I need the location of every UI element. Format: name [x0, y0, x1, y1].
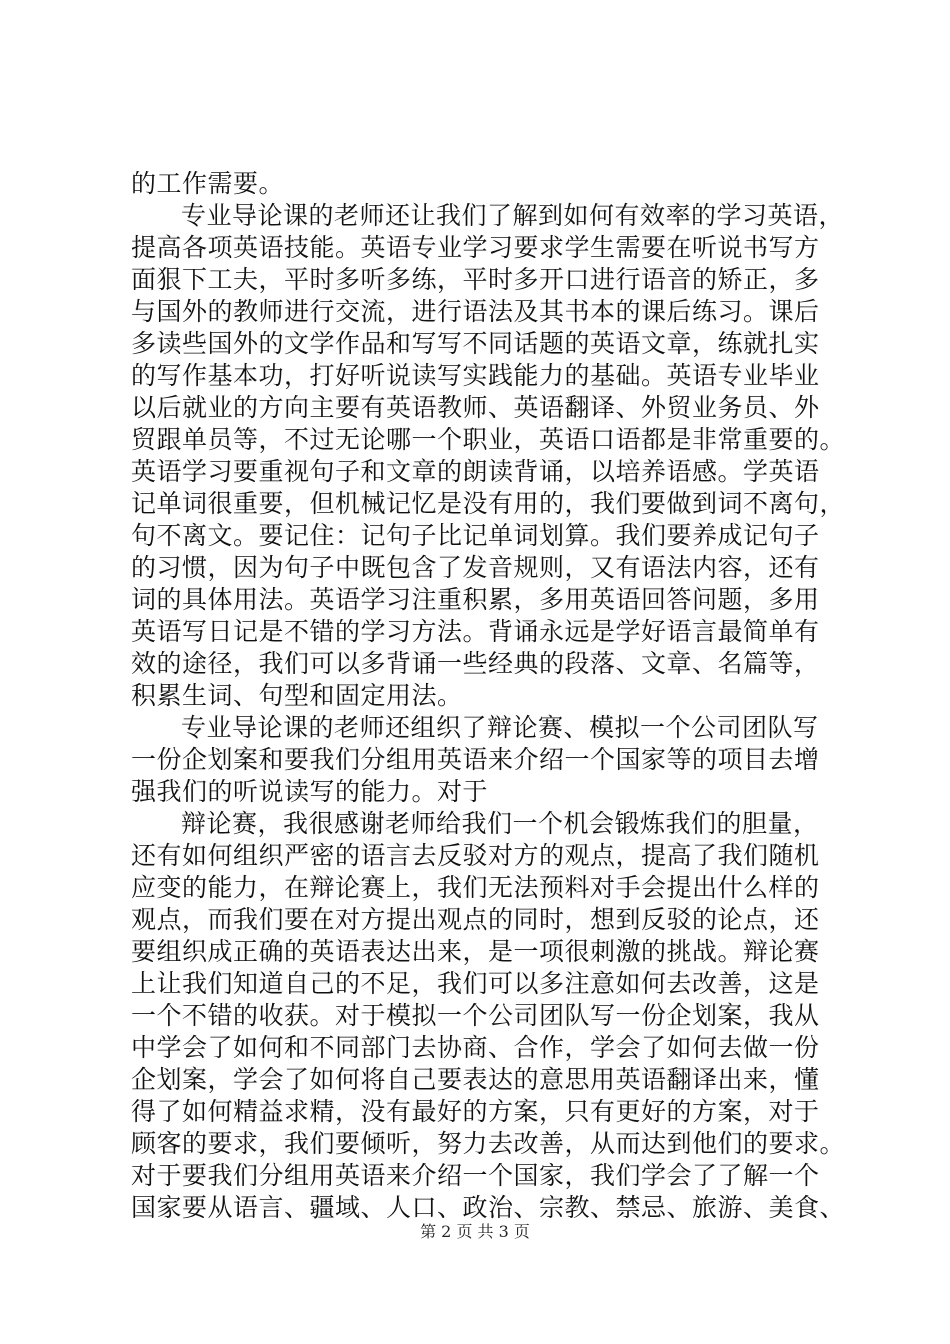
text-line: 专业导论课的老师还让我们了解到如何有效率的学习英语，: [181, 201, 845, 230]
text-line: 对于要我们分组用英语来介绍一个国家，我们学会了了解一个: [131, 1161, 820, 1190]
text-line: 的写作基本功，打好听说读写实践能力的基础。英语专业毕业: [131, 361, 820, 390]
text-line: 一个不错的收获。对于模拟一个公司团队写一份企划案，我从: [131, 1001, 820, 1030]
text-line: 要组织成正确的英语表达出来，是一项很刺激的挑战。辩论赛: [131, 937, 820, 966]
text-line: 句不离文。要记住：记句子比记单词划算。我们要养成记句子: [131, 521, 820, 550]
text-line: 词的具体用法。英语学习注重积累，多用英语回答问题，多用: [131, 585, 820, 614]
page-footer: 第 2 页 共 3 页: [420, 1222, 530, 1241]
text-line: 强我们的听说读写的能力。对于: [131, 777, 489, 806]
text-line: 多读些国外的文学作品和写写不同话题的英语文章，练就扎实: [131, 329, 820, 358]
text-line: 应变的能力，在辩论赛上，我们无法预料对手会提出什么样的: [131, 873, 820, 902]
text-line: 的工作需要。: [131, 169, 285, 198]
text-line: 中学会了如何和不同部门去协商、合作，学会了如何去做一份: [131, 1033, 820, 1062]
text-line: 英语学习要重视句子和文章的朗读背诵，以培养语感。学英语: [131, 457, 820, 486]
text-line: 观点，而我们要在对方提出观点的同时，想到反驳的论点，还: [131, 905, 820, 934]
text-line: 企划案，学会了如何将自己要表达的意思用英语翻译出来，懂: [131, 1065, 820, 1094]
text-line: 顾客的要求，我们要倾听，努力去改善，从而达到他们的要求。: [131, 1129, 846, 1158]
text-line: 得了如何精益求精，没有最好的方案，只有更好的方案，对于: [131, 1097, 820, 1126]
text-line: 与国外的教师进行交流，进行语法及其书本的课后练习。课后: [131, 297, 820, 326]
text-line: 面狠下工夫，平时多听多练，平时多开口进行语音的矫正，多: [131, 265, 820, 294]
text-line: 以后就业的方向主要有英语教师、英语翻译、外贸业务员、外: [131, 393, 820, 422]
text-line: 国家要从语言、疆域、人口、政治、宗教、禁忌、旅游、美食、: [131, 1193, 846, 1222]
text-line: 上让我们知道自己的不足，我们可以多注意如何去改善，这是: [131, 969, 820, 998]
document-body: [131, 168, 846, 1224]
text-line: 效的途径，我们可以多背诵一些经典的段落、文章、名篇等，: [131, 649, 820, 678]
text-line: 一份企划案和要我们分组用英语来介绍一个国家等的项目去增: [131, 745, 820, 774]
text-line: 记单词很重要，但机械记忆是没有用的，我们要做到词不离句，: [131, 489, 846, 518]
text-line: 积累生词、句型和固定用法。: [131, 681, 463, 710]
text-line: 提高各项英语技能。英语专业学习要求学生需要在听说书写方: [131, 233, 820, 262]
text-line: 还有如何组织严密的语言去反驳对方的观点，提高了我们随机: [131, 841, 820, 870]
text-line: 英语写日记是不错的学习方法。背诵永远是学好语言最简单有: [131, 617, 820, 646]
text-line: 贸跟单员等，不过无论哪一个职业，英语口语都是非常重要的。: [131, 425, 846, 454]
text-line: 辩论赛，我很感谢老师给我们一个机会锻炼我们的胆量，: [181, 809, 819, 838]
text-line: 专业导论课的老师还组织了辩论赛、模拟一个公司团队写: [181, 713, 819, 742]
text-line: 的习惯，因为句子中既包含了发音规则，又有语法内容，还有: [131, 553, 820, 582]
